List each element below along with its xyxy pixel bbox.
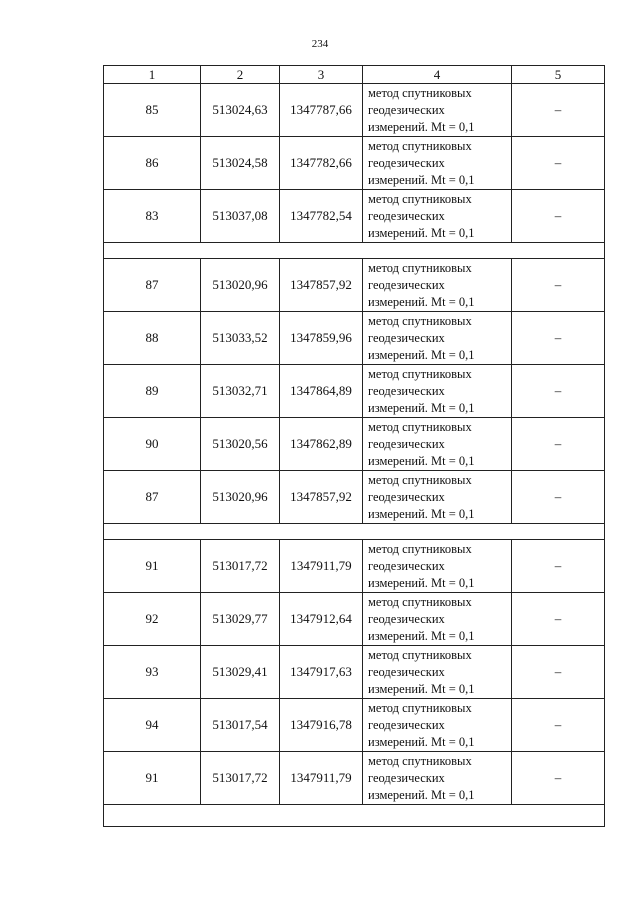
method-line: измерений. Mt = 0,1 [368,453,475,468]
x-coordinate-cell: 513020,56 [201,418,280,471]
method-cell [363,365,512,418]
x-coordinate-cell: 513032,71 [201,365,280,418]
point-number-cell: 90 [104,418,201,471]
x-coordinate-cell: 513020,96 [201,471,280,524]
note-cell: – [512,312,605,365]
y-coordinate-cell: 1347862,89 [280,418,363,471]
method-line: геодезических [368,277,445,292]
method-line: метод спутниковых [368,191,472,206]
method-line: метод спутниковых [368,366,472,381]
coordinates-table [103,65,605,827]
method-line: метод спутниковых [368,647,472,662]
y-coordinate-cell: 1347911,79 [280,752,363,805]
note-cell: – [512,540,605,593]
table-end-row [104,805,605,827]
method-cell [363,593,512,646]
note-cell: – [512,471,605,524]
method-line: метод спутниковых [368,313,472,328]
table-row [104,540,605,593]
y-coordinate-cell: 1347916,78 [280,699,363,752]
x-coordinate-cell: 513017,72 [201,752,280,805]
x-coordinate-cell: 513033,52 [201,312,280,365]
table-row [104,646,605,699]
group-separator-row [104,243,605,259]
method-cell [363,84,512,137]
y-coordinate-cell: 1347859,96 [280,312,363,365]
point-number-cell: 87 [104,259,201,312]
table-row [104,593,605,646]
note-cell: – [512,259,605,312]
method-line: геодезических [368,330,445,345]
point-number-cell: 86 [104,137,201,190]
note-cell: – [512,752,605,805]
coordinates-table-body [104,66,605,827]
method-line: измерений. Mt = 0,1 [368,506,475,521]
note-cell: – [512,365,605,418]
method-cell [363,646,512,699]
point-number-cell: 94 [104,699,201,752]
end-cell [104,805,605,827]
y-coordinate-cell: 1347917,63 [280,646,363,699]
method-line: измерений. Mt = 0,1 [368,628,475,643]
x-coordinate-cell: 513017,72 [201,540,280,593]
y-coordinate-cell: 1347857,92 [280,471,363,524]
group-separator-row [104,524,605,540]
point-number-cell: 91 [104,540,201,593]
method-cell [363,471,512,524]
table-row [104,259,605,312]
separator-cell [104,524,605,540]
method-line: измерений. Mt = 0,1 [368,400,475,415]
table-row [104,471,605,524]
method-line: геодезических [368,611,445,626]
point-number-cell: 88 [104,312,201,365]
note-cell: – [512,699,605,752]
x-coordinate-cell: 513029,77 [201,593,280,646]
method-line: геодезических [368,383,445,398]
separator-cell [104,243,605,259]
x-coordinate-cell: 513037,08 [201,190,280,243]
header-cell-2: 2 [201,66,280,84]
method-line: метод спутниковых [368,700,472,715]
note-cell: – [512,646,605,699]
table-row [104,699,605,752]
header-cell-1: 1 [104,66,201,84]
point-number-cell: 93 [104,646,201,699]
method-cell [363,752,512,805]
note-cell: – [512,84,605,137]
method-line: геодезических [368,489,445,504]
method-line: геодезических [368,664,445,679]
method-line: геодезических [368,155,445,170]
y-coordinate-cell: 1347787,66 [280,84,363,137]
note-cell: – [512,137,605,190]
method-line: метод спутниковых [368,138,472,153]
method-cell [363,190,512,243]
x-coordinate-cell: 513017,54 [201,699,280,752]
header-cell-4: 4 [363,66,512,84]
method-line: метод спутниковых [368,753,472,768]
method-line: геодезических [368,770,445,785]
y-coordinate-cell: 1347782,66 [280,137,363,190]
method-cell [363,418,512,471]
method-line: геодезических [368,558,445,573]
method-line: измерений. Mt = 0,1 [368,681,475,696]
table-row [104,365,605,418]
note-cell: – [512,418,605,471]
header-row [104,66,605,84]
header-cell-5: 5 [512,66,605,84]
method-cell [363,540,512,593]
page-number: 234 [311,38,329,50]
x-coordinate-cell: 513024,58 [201,137,280,190]
method-line: геодезических [368,208,445,223]
y-coordinate-cell: 1347864,89 [280,365,363,418]
method-line: измерений. Mt = 0,1 [368,294,475,309]
point-number-cell: 91 [104,752,201,805]
method-line: метод спутниковых [368,260,472,275]
point-number-cell: 85 [104,84,201,137]
method-line: метод спутниковых [368,472,472,487]
method-cell [363,699,512,752]
method-line: геодезических [368,102,445,117]
method-line: измерений. Mt = 0,1 [368,575,475,590]
method-line: измерений. Mt = 0,1 [368,734,475,749]
note-cell: – [512,190,605,243]
x-coordinate-cell: 513020,96 [201,259,280,312]
y-coordinate-cell: 1347782,54 [280,190,363,243]
method-line: метод спутниковых [368,85,472,100]
method-line: метод спутниковых [368,541,472,556]
x-coordinate-cell: 513024,63 [201,84,280,137]
point-number-cell: 92 [104,593,201,646]
method-cell [363,312,512,365]
table-row [104,137,605,190]
point-number-cell: 87 [104,471,201,524]
method-line: измерений. Mt = 0,1 [368,225,475,240]
method-line: измерений. Mt = 0,1 [368,787,475,802]
method-line: метод спутниковых [368,419,472,434]
method-line: метод спутниковых [368,594,472,609]
table-row [104,312,605,365]
y-coordinate-cell: 1347912,64 [280,593,363,646]
method-line: измерений. Mt = 0,1 [368,172,475,187]
header-cell-3: 3 [280,66,363,84]
table-row [104,752,605,805]
method-cell [363,259,512,312]
note-cell: – [512,593,605,646]
table-row [104,418,605,471]
table-row [104,84,605,137]
point-number-cell: 83 [104,190,201,243]
method-line: измерений. Mt = 0,1 [368,347,475,362]
table-row [104,190,605,243]
method-line: геодезических [368,436,445,451]
method-line: геодезических [368,717,445,732]
x-coordinate-cell: 513029,41 [201,646,280,699]
y-coordinate-cell: 1347857,92 [280,259,363,312]
method-cell [363,137,512,190]
point-number-cell: 89 [104,365,201,418]
method-line: измерений. Mt = 0,1 [368,119,475,134]
y-coordinate-cell: 1347911,79 [280,540,363,593]
